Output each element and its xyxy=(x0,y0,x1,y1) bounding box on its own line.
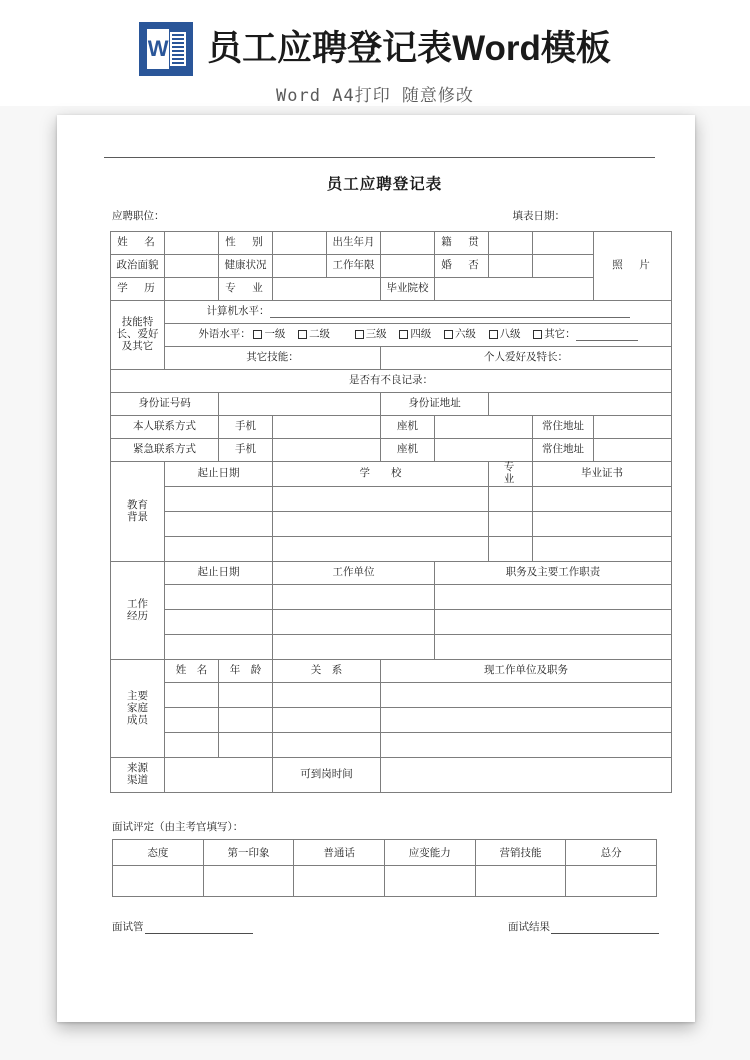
field-work-company[interactable] xyxy=(273,585,435,610)
field-adaptability[interactable] xyxy=(384,866,475,897)
field-level-other[interactable] xyxy=(576,340,638,341)
table-row xyxy=(111,255,672,278)
table-row xyxy=(111,393,672,416)
table-row xyxy=(111,324,672,347)
interview-result-line[interactable] xyxy=(551,922,659,934)
interview-result-label: 面试结果 xyxy=(508,922,550,934)
label-marital: 婚 否 xyxy=(435,255,489,278)
checkbox-icon[interactable] xyxy=(298,330,307,339)
header-edu-date: 起止日期 xyxy=(165,462,273,487)
label-skills-line3: 及其它 xyxy=(121,341,154,353)
label-foreign-level: 外语水平： xyxy=(198,328,251,340)
table-row xyxy=(111,347,672,370)
checkbox-icon[interactable] xyxy=(444,330,453,339)
table-row xyxy=(111,758,672,793)
label-self-landline: 座机 xyxy=(381,416,435,439)
field-family-name[interactable] xyxy=(165,683,219,708)
table-row xyxy=(111,635,672,660)
field-birth[interactable] xyxy=(381,232,435,255)
label-name: 姓 名 xyxy=(111,232,165,255)
header-work-duty: 职务及主要工作职责 xyxy=(435,562,672,585)
field-family-name[interactable] xyxy=(165,708,219,733)
label-work-exp-line1: 工作 xyxy=(127,598,148,610)
label-work-exp xyxy=(111,562,165,660)
label-family xyxy=(111,660,165,758)
field-attitude[interactable] xyxy=(113,866,204,897)
field-family-employer[interactable] xyxy=(381,683,672,708)
field-work-company[interactable] xyxy=(273,610,435,635)
table-row xyxy=(111,512,672,537)
field-family-relation[interactable] xyxy=(273,683,381,708)
label-self-address: 常住地址 xyxy=(533,416,594,439)
label-hobby[interactable]: 个人爱好及特长： xyxy=(381,347,672,370)
field-edu-major[interactable] xyxy=(489,512,533,537)
field-self-address[interactable] xyxy=(594,416,672,439)
header-total-score: 总分 xyxy=(566,840,657,866)
checkbox-icon[interactable] xyxy=(355,330,364,339)
field-origin[interactable] xyxy=(489,232,533,255)
field-emergency-mobile[interactable] xyxy=(273,439,381,462)
header-family-name: 姓 名 xyxy=(165,660,219,683)
field-work-date[interactable] xyxy=(165,635,273,660)
field-edu-school[interactable] xyxy=(273,512,489,537)
checkbox-level-8-label: 八级 xyxy=(499,328,521,340)
header-family-relation: 关 系 xyxy=(273,660,381,683)
field-health[interactable] xyxy=(273,255,327,278)
field-education[interactable] xyxy=(165,278,219,301)
label-family-line1: 主要 xyxy=(127,690,148,702)
label-education-bg xyxy=(111,462,165,562)
header-first-impression: 第一印象 xyxy=(203,840,294,866)
field-major[interactable] xyxy=(273,278,381,301)
field-name[interactable] xyxy=(165,232,219,255)
field-id-number[interactable] xyxy=(219,393,381,416)
label-self-mobile: 手机 xyxy=(219,416,273,439)
checkbox-level-8[interactable] xyxy=(489,329,521,341)
header-work-date: 起止日期 xyxy=(165,562,273,585)
label-bad-record[interactable]: 是否有不良记录： xyxy=(111,370,672,393)
table-row xyxy=(111,733,672,758)
label-education-bg-line2: 背景 xyxy=(127,511,148,523)
checkbox-icon[interactable] xyxy=(253,330,262,339)
header-edu-major: 专 业 xyxy=(489,462,533,487)
table-row xyxy=(111,370,672,393)
label-school: 毕业院校 xyxy=(381,278,435,301)
promo-subtitle: Word A4打印 随意修改 xyxy=(276,86,474,106)
checkbox-level-other[interactable] xyxy=(533,329,638,341)
field-family-employer[interactable] xyxy=(381,708,672,733)
evaluation-table xyxy=(112,839,657,897)
word-icon xyxy=(139,22,193,76)
checkbox-level-6[interactable] xyxy=(444,329,476,341)
table-row xyxy=(111,708,672,733)
label-id-number: 身份证号码 xyxy=(111,393,219,416)
checkbox-level-2-label: 二级 xyxy=(309,328,331,340)
promo-title: 员工应聘登记表Word模板 xyxy=(207,28,611,68)
field-edu-date[interactable] xyxy=(165,487,273,512)
header-family-employer: 现工作单位及职务 xyxy=(381,660,672,683)
field-emergency-landline[interactable] xyxy=(435,439,533,462)
label-family-line2: 家庭 xyxy=(127,702,148,714)
field-school[interactable] xyxy=(435,278,594,301)
checkbox-level-other-label: 其它： xyxy=(544,328,576,340)
signature-row xyxy=(112,919,659,934)
interview-result xyxy=(508,919,659,934)
field-political[interactable] xyxy=(165,255,219,278)
checkbox-level-2[interactable] xyxy=(298,329,330,341)
applied-position-label: 应聘职位： xyxy=(112,211,165,222)
field-edu-cert[interactable] xyxy=(533,487,672,512)
field-family-age[interactable] xyxy=(219,733,273,758)
label-emergency-mobile: 手机 xyxy=(219,439,273,462)
document-body xyxy=(102,157,667,934)
label-source-line1: 来源 xyxy=(127,763,148,775)
checkbox-level-1[interactable] xyxy=(253,329,285,341)
label-education: 学 历 xyxy=(111,278,165,301)
field-family-name[interactable] xyxy=(165,733,219,758)
field-sales-skill[interactable] xyxy=(475,866,566,897)
word-icon-lines xyxy=(170,32,186,66)
table-row xyxy=(111,585,672,610)
form-date-label: 填表日期： xyxy=(512,211,565,222)
label-onboard-time: 可到岗时间 xyxy=(273,758,381,793)
field-family-employer[interactable] xyxy=(381,733,672,758)
field-edu-school[interactable] xyxy=(273,537,489,562)
field-self-mobile[interactable] xyxy=(273,416,381,439)
table-header-row xyxy=(113,840,657,866)
field-edu-major[interactable] xyxy=(489,487,533,512)
label-education-bg-line1: 教育 xyxy=(127,499,148,511)
interviewer-signature xyxy=(112,919,253,934)
label-family-line3: 成员 xyxy=(127,714,148,726)
top-rule xyxy=(104,157,655,158)
label-skills-line2: 长、爱好 xyxy=(116,328,159,340)
checkbox-level-3[interactable] xyxy=(355,329,387,341)
field-edu-date[interactable] xyxy=(165,512,273,537)
field-source-channel[interactable] xyxy=(165,758,273,793)
field-id-address[interactable] xyxy=(489,393,672,416)
field-family-relation[interactable] xyxy=(273,708,381,733)
table-row xyxy=(111,683,672,708)
table-row xyxy=(111,660,672,683)
checkbox-icon[interactable] xyxy=(489,330,498,339)
label-emergency-contact: 紧急联系方式 xyxy=(111,439,219,462)
field-edu-date[interactable] xyxy=(165,537,273,562)
checkbox-level-4[interactable] xyxy=(399,329,431,341)
field-marital[interactable] xyxy=(489,255,533,278)
header-sales-skill: 营销技能 xyxy=(475,840,566,866)
field-family-age[interactable] xyxy=(219,683,273,708)
header-attitude: 态度 xyxy=(113,840,204,866)
field-gender[interactable] xyxy=(273,232,327,255)
meta-row xyxy=(112,208,663,223)
interviewer-label: 面试管 xyxy=(112,922,144,934)
document-page xyxy=(57,115,695,1022)
header-work-company: 工作单位 xyxy=(273,562,435,585)
interviewer-signature-line[interactable] xyxy=(145,922,253,934)
field-work-years[interactable] xyxy=(381,255,435,278)
label-origin: 籍 贯 xyxy=(435,232,489,255)
label-health: 健康状况 xyxy=(219,255,273,278)
promo-title-row xyxy=(0,18,750,79)
label-political: 政治面貌 xyxy=(111,255,165,278)
table-row xyxy=(111,487,672,512)
field-marital-ext[interactable] xyxy=(533,255,594,278)
header-edu-cert: 毕业证书 xyxy=(533,462,672,487)
checkbox-level-4-label: 四级 xyxy=(410,328,432,340)
table-row xyxy=(111,610,672,635)
field-work-date[interactable] xyxy=(165,585,273,610)
label-id-address: 身份证地址 xyxy=(381,393,489,416)
field-edu-school[interactable] xyxy=(273,487,489,512)
field-self-landline[interactable] xyxy=(435,416,533,439)
label-source-channel xyxy=(111,758,165,793)
table-row xyxy=(111,278,672,301)
header-family-age: 年 龄 xyxy=(219,660,273,683)
label-computer-level: 计算机水平： xyxy=(206,305,270,317)
field-work-duty[interactable] xyxy=(435,585,672,610)
label-emergency-address: 常住地址 xyxy=(533,439,594,462)
field-edu-major[interactable] xyxy=(489,537,533,562)
label-emergency-landline: 座机 xyxy=(381,439,435,462)
field-work-date[interactable] xyxy=(165,610,273,635)
header-mandarin: 普通话 xyxy=(294,840,385,866)
field-computer-level[interactable] xyxy=(270,317,630,318)
row-computer-level[interactable] xyxy=(165,301,672,324)
promo-header xyxy=(0,0,750,106)
field-onboard-time[interactable] xyxy=(381,758,672,793)
table-row xyxy=(111,562,672,585)
main-form-table xyxy=(110,231,672,793)
label-source-line2: 渠道 xyxy=(127,775,148,787)
label-gender: 性 别 xyxy=(219,232,273,255)
field-work-duty[interactable] xyxy=(435,635,672,660)
table-row xyxy=(111,232,672,255)
field-family-age[interactable] xyxy=(219,708,273,733)
field-emergency-address[interactable] xyxy=(594,439,672,462)
field-mandarin[interactable] xyxy=(294,866,385,897)
row-foreign-level xyxy=(165,324,672,347)
field-work-duty[interactable] xyxy=(435,610,672,635)
label-skills xyxy=(111,301,165,370)
label-major: 专 业 xyxy=(219,278,273,301)
table-row xyxy=(111,537,672,562)
table-row xyxy=(111,301,672,324)
table-row xyxy=(113,866,657,897)
header-edu-school: 学 校 xyxy=(273,462,489,487)
page-title: 员工应聘登记表 xyxy=(326,176,443,193)
field-edu-cert[interactable] xyxy=(533,512,672,537)
checkbox-level-1-label: 一级 xyxy=(264,328,286,340)
checkbox-icon[interactable] xyxy=(399,330,408,339)
evaluation-heading: 面试评定（由主考官填写）： xyxy=(112,822,244,834)
field-work-company[interactable] xyxy=(273,635,435,660)
checkbox-level-3-label: 三级 xyxy=(365,328,387,340)
table-row xyxy=(111,462,672,487)
photo-box[interactable]: 照 片 xyxy=(594,232,672,301)
label-birth: 出生年月 xyxy=(327,232,381,255)
field-first-impression[interactable] xyxy=(203,866,294,897)
table-row xyxy=(111,416,672,439)
field-total-score[interactable] xyxy=(566,866,657,897)
table-row xyxy=(111,439,672,462)
header-adaptability: 应变能力 xyxy=(384,840,475,866)
word-icon-letter: W xyxy=(147,35,169,61)
field-family-relation[interactable] xyxy=(273,733,381,758)
label-work-years: 工作年限 xyxy=(327,255,381,278)
field-edu-cert[interactable] xyxy=(533,537,672,562)
label-self-contact: 本人联系方式 xyxy=(111,416,219,439)
checkbox-level-6-label: 六级 xyxy=(454,328,476,340)
field-origin-ext[interactable] xyxy=(533,232,594,255)
checkbox-icon[interactable] xyxy=(533,330,542,339)
label-skills-line1: 技能特 xyxy=(121,316,154,328)
label-work-exp-line2: 经历 xyxy=(127,610,148,622)
label-other-skill[interactable]: 其它技能： xyxy=(165,347,381,370)
